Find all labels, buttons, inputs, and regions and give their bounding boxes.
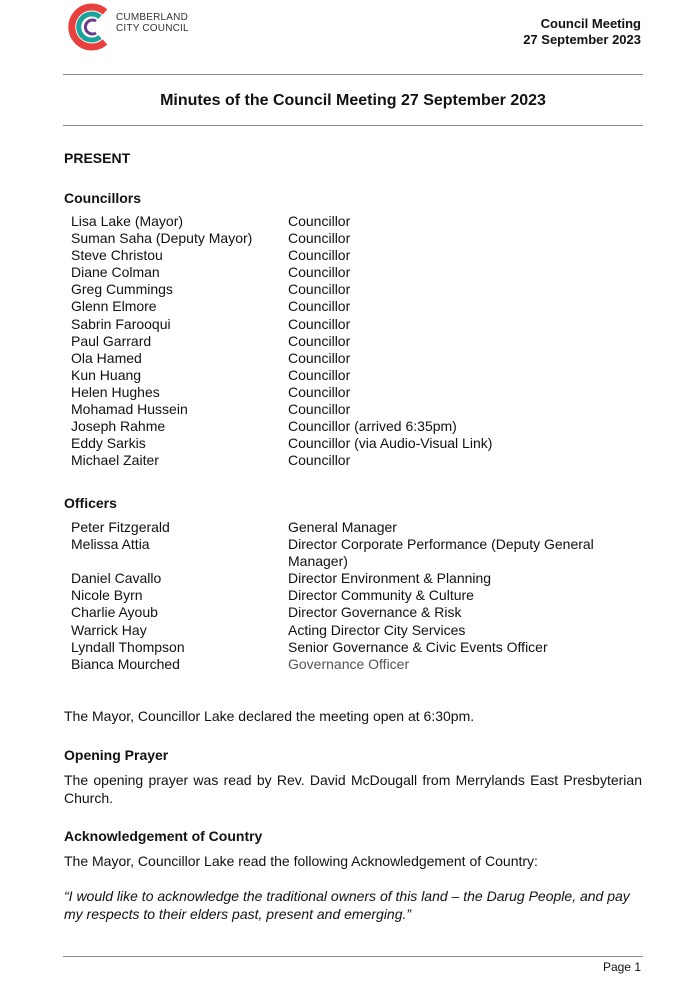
- attendee-role: Councillor (via Audio-Visual Link): [288, 435, 493, 452]
- attendee-name: Greg Cummings: [71, 281, 173, 298]
- attendee-name: Nicole Byrn: [71, 587, 143, 604]
- attendee-name: Charlie Ayoub: [71, 604, 158, 621]
- attendee-role: General Manager: [288, 519, 397, 535]
- attendee-name: Ola Hamed: [71, 349, 142, 366]
- list-item: [71, 536, 643, 570]
- list-item: [71, 384, 643, 401]
- attendee-role: Councillor: [288, 213, 351, 229]
- acknowledgement-quote: “I would like to acknowledge the traditional owners of this land – the Darug People, and pay my respects to their elders past, present and emerging.”: [64, 888, 630, 922]
- attendee-name: Kun Huang: [71, 366, 142, 383]
- council-logo-icon: [64, 0, 114, 54]
- list-item: [71, 213, 643, 230]
- attendee-name: Joseph Rahme: [71, 418, 166, 435]
- attendee-name: Mohamad Hussein: [71, 401, 188, 418]
- list-item: [71, 587, 643, 604]
- councillors-heading: Councillors: [64, 190, 142, 206]
- attendee-name: Daniel Cavallo: [71, 570, 162, 587]
- list-item: [71, 452, 643, 469]
- list-item: [71, 622, 643, 639]
- list-item: [71, 333, 643, 350]
- footer-divider: [63, 956, 643, 957]
- officers-heading: Officers: [64, 495, 117, 511]
- attendee-role: Councillor (arrived 6:35pm): [288, 418, 457, 435]
- logo-wordmark: [116, 12, 189, 34]
- attendee-name: Glenn Elmore: [71, 298, 157, 315]
- attendee-name: Peter Fitzgerald: [71, 519, 170, 535]
- logo-line-2: CITY COUNCIL: [116, 23, 189, 34]
- list-item: [71, 247, 643, 264]
- acknowledgement-intro: The Mayor, Councillor Lake read the following Acknowledgement of Country:: [64, 853, 538, 869]
- attendee-role: Councillor: [288, 366, 351, 383]
- prayer-text: The opening prayer was read by Rev. David McDougall from Merrylands East Presbyterian Church.: [64, 772, 642, 806]
- officers-list: [71, 519, 643, 673]
- attendee-name: Paul Garrard: [71, 332, 152, 349]
- attendee-role: Councillor: [288, 315, 351, 332]
- list-item: [71, 639, 643, 656]
- attendee-name: Melissa Attia: [71, 536, 150, 553]
- meeting-name: Council Meeting: [540, 16, 641, 31]
- present-heading: PRESENT: [64, 150, 131, 166]
- attendee-role: Councillor: [288, 332, 351, 349]
- list-item: [71, 230, 643, 247]
- list-item: [71, 604, 643, 621]
- attendee-role: Senior Governance & Civic Events Officer: [288, 638, 548, 655]
- attendee-name: Sabrin Farooqui: [71, 315, 171, 332]
- list-item: [71, 570, 643, 587]
- attendee-role: Councillor: [288, 264, 351, 281]
- list-item: [71, 281, 643, 298]
- attendee-name: Diane Colman: [71, 264, 160, 281]
- attendee-role: Director Community & Culture: [288, 587, 474, 604]
- attendee-name: Bianca Mourched: [71, 655, 180, 672]
- page-number: Page 1: [602, 960, 641, 974]
- attendee-role: Director Environment & Planning: [288, 570, 492, 587]
- opening-statement: The Mayor, Councillor Lake declared the meeting open at 6:30pm.: [64, 708, 475, 724]
- meeting-date: 27 September 2023: [523, 32, 641, 47]
- attendee-name: Eddy Sarkis: [71, 435, 146, 452]
- list-item: [71, 435, 643, 452]
- attendee-role: Governance Officer: [288, 655, 410, 672]
- logo-line-1: CUMBERLAND: [116, 12, 189, 23]
- list-item: [71, 519, 643, 536]
- attendee-name: Steve Christou: [71, 247, 163, 264]
- attendee-name: Lyndall Thompson: [71, 638, 185, 655]
- attendee-role: Director Governance & Risk: [288, 604, 462, 621]
- attendee-role: Councillor: [288, 230, 351, 247]
- list-item: [71, 656, 643, 673]
- attendee-role: Acting Director City Services: [288, 621, 466, 638]
- attendee-role: Director Corporate Performance (Deputy General Manager): [288, 536, 594, 570]
- divider: [63, 125, 643, 126]
- attendee-name: Warrick Hay: [71, 621, 147, 638]
- list-item: [71, 350, 643, 367]
- document-header: [523, 16, 641, 48]
- prayer-heading: Opening Prayer: [64, 747, 169, 763]
- attendee-name: Lisa Lake (Mayor): [71, 213, 184, 229]
- list-item: [71, 264, 643, 281]
- attendee-name: Michael Zaiter: [71, 452, 159, 469]
- attendee-role: Councillor: [288, 349, 351, 366]
- attendee-name: Suman Saha (Deputy Mayor): [71, 230, 253, 247]
- attendee-role: Councillor: [288, 452, 351, 469]
- councillors-list: [71, 213, 643, 469]
- list-item: [71, 367, 643, 384]
- attendee-name: Helen Hughes: [71, 383, 160, 400]
- list-item: [71, 401, 643, 418]
- attendee-role: Councillor: [288, 401, 351, 418]
- acknowledgement-heading: Acknowledgement of Country: [64, 828, 263, 844]
- list-item: [71, 316, 643, 333]
- page-title: Minutes of the Council Meeting 27 September 2023: [160, 92, 546, 109]
- attendee-role: Councillor: [288, 247, 351, 264]
- attendee-role: Councillor: [288, 281, 351, 298]
- council-logo: [64, 0, 204, 54]
- list-item: [71, 298, 643, 315]
- attendee-role: Councillor: [288, 298, 351, 315]
- list-item: [71, 418, 643, 435]
- attendee-role: Councillor: [288, 383, 351, 400]
- divider: [63, 74, 643, 75]
